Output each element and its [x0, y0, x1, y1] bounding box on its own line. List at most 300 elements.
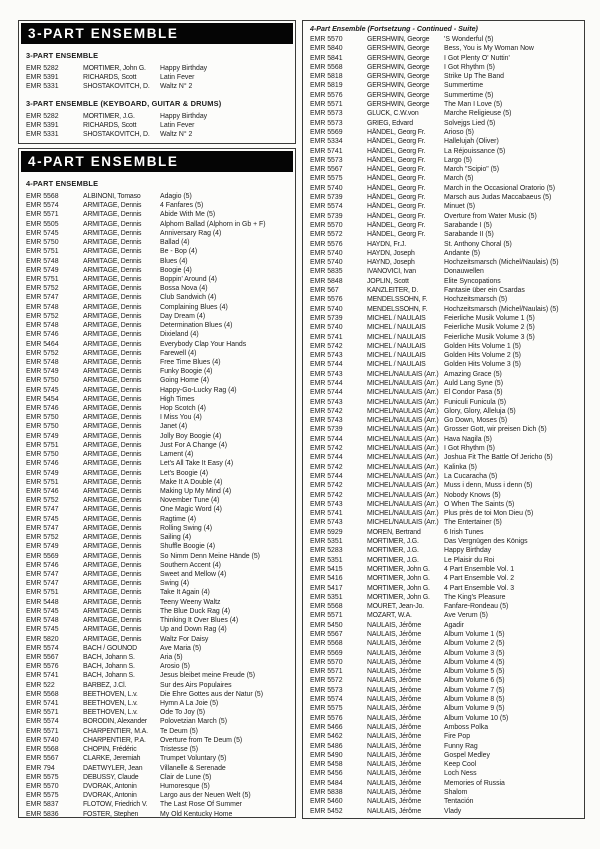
table-row: [26, 671, 295, 680]
row-code: EMR 5574: [310, 696, 343, 704]
row-code: EMR 5458: [310, 761, 343, 769]
row-code: EMR 5739: [310, 426, 343, 434]
row-code: EMR 5743: [310, 417, 343, 425]
row-composer: NAULAIS, Jérôme: [367, 649, 422, 657]
row-code: EMR 5750: [26, 423, 59, 431]
row-title: Abide With Me (5): [160, 211, 216, 219]
table-row: [310, 333, 584, 342]
table-row: [26, 598, 295, 607]
table-row: [310, 751, 584, 760]
row-title: Ave Verum (5): [444, 612, 488, 620]
row-composer: ARMITAGE, Dennis: [83, 220, 142, 228]
row-composer: NAULAIS, Jérôme: [367, 751, 422, 759]
row-composer: MICHEL / NAULAIS: [367, 352, 426, 360]
table-row: [26, 284, 295, 293]
three-part-section-keyboard: [19, 99, 295, 140]
row-title: I Miss You (4): [160, 414, 202, 422]
table-row: [26, 579, 295, 588]
row-title: Be - Bop (4): [160, 248, 198, 256]
row-composer: MORTIMER, John G.: [367, 575, 430, 583]
table-row: [26, 450, 295, 459]
row-composer: ARMITAGE, Dennis: [83, 248, 142, 256]
row-code: EMR 522: [26, 681, 55, 689]
row-code: EMR 5417: [310, 584, 343, 592]
table-row: [26, 515, 295, 524]
row-composer: HAYDN, Fr.J.: [367, 240, 407, 248]
row-composer: NAULAIS, Jérôme: [367, 770, 422, 778]
row-title: Bess, You is My Woman Now: [444, 45, 534, 53]
row-title: Muss i denn, Muss i denn (5): [444, 482, 533, 490]
row-title: Glory, Glory, Alleluja (5): [444, 407, 516, 415]
table-row: [310, 807, 584, 816]
table-row: [310, 472, 584, 481]
row-title: Solvejgs Lied (5): [444, 119, 496, 127]
table-row: [310, 574, 584, 583]
row-composer: ARMITAGE, Dennis: [83, 202, 142, 210]
table-row: [26, 754, 295, 763]
row-title: Janet (4): [160, 423, 188, 431]
row-title: Joshua Fit The Battle Of Jericho (5): [444, 454, 553, 462]
row-code: EMR 5752: [26, 349, 59, 357]
row-composer: HÄNDEL, Georg Fr.: [367, 212, 426, 220]
row-code: EMR 5820: [26, 635, 59, 643]
table-row: [310, 444, 584, 453]
row-composer: GERSHWIN, George: [367, 82, 430, 90]
row-code: EMR 5749: [26, 469, 59, 477]
row-title: 4 Fanfares (5): [160, 202, 204, 210]
table-row: [26, 635, 295, 644]
table-row: [26, 130, 295, 139]
row-title: Waltz N° 2: [160, 131, 193, 139]
table-row: [310, 649, 584, 658]
row-composer: ARMITAGE, Dennis: [83, 524, 142, 532]
left-column: [18, 20, 296, 818]
row-composer: BEETHOVEN, L.v.: [83, 690, 138, 698]
row-code: EMR 5740: [310, 324, 343, 332]
row-title: Nobody Knows (5): [444, 491, 501, 499]
row-title: One Magic Word (4): [160, 506, 222, 514]
row-composer: CHARPENTIER, P.A.: [83, 736, 146, 744]
row-composer: MICHEL/NAULAIS (Arr.): [367, 472, 439, 480]
row-title: Take It Again (4): [160, 589, 210, 597]
row-title: St. Anthony Choral (5): [444, 240, 512, 248]
four-part-continued-heading: 4-Part Ensemble (Fortsetzung - Continued - Suite): [310, 25, 478, 33]
row-code: EMR 5848: [310, 277, 343, 285]
row-composer: NAULAIS, Jérôme: [367, 789, 422, 797]
row-code: EMR 5748: [26, 303, 59, 311]
table-row: [310, 742, 584, 751]
row-code: EMR 5744: [310, 472, 343, 480]
table-row: [310, 491, 584, 500]
row-title: Album Volume 4 (5): [444, 658, 505, 666]
row-code: EMR 5739: [310, 314, 343, 322]
table-row: [310, 314, 584, 323]
row-code: EMR 5749: [26, 368, 59, 376]
row-composer: NAULAIS, Jérôme: [367, 621, 422, 629]
row-title: Strike Up The Band: [444, 73, 505, 81]
four-part-box: [18, 148, 296, 818]
row-composer: GERSHWIN, George: [367, 101, 430, 109]
row-code: EMR 5574: [26, 202, 59, 210]
row-composer: ALBINONI, Tomaso: [83, 193, 141, 200]
row-title: Album Volume 7 (5): [444, 686, 505, 694]
row-title: Aria (5): [160, 653, 183, 661]
row-title: Dixieland (4): [160, 331, 199, 339]
row-code: EMR 5740: [310, 305, 343, 313]
row-code: EMR 5747: [26, 524, 59, 532]
row-composer: ARMITAGE, Dennis: [83, 561, 142, 569]
row-composer: MICHEL / NAULAIS: [367, 324, 426, 332]
row-composer: ARMITAGE, Dennis: [83, 580, 142, 588]
row-composer: MENDELSSOHN, F.: [367, 296, 428, 304]
table-row: [310, 528, 584, 537]
table-row: [310, 72, 584, 81]
row-composer: MICHEL / NAULAIS: [367, 333, 426, 341]
row-code: EMR 5840: [310, 45, 343, 53]
row-composer: HAYDN, Joseph: [367, 249, 415, 257]
row-code: EMR 5739: [310, 212, 343, 220]
row-code: EMR 5742: [310, 491, 343, 499]
row-code: EMR 5746: [26, 460, 59, 468]
table-row: [26, 616, 295, 625]
row-composer: ARMITAGE, Dennis: [83, 266, 142, 274]
table-row: [310, 425, 584, 434]
row-title: Feierliche Musik Volume 2 (5): [444, 324, 535, 332]
row-code: EMR 5741: [310, 147, 343, 155]
row-code: EMR 5743: [310, 519, 343, 527]
table-row: [310, 518, 584, 527]
row-title: Largo (5): [444, 156, 472, 164]
row-composer: MICHEL/NAULAIS (Arr.): [367, 426, 439, 434]
row-composer: NAULAIS, Jérôme: [367, 742, 422, 750]
row-title: Amboss Polka: [444, 723, 489, 731]
row-composer: HÄNDEL, Georg Fr.: [367, 128, 426, 136]
row-code: EMR 5575: [310, 175, 343, 183]
row-title: March (5): [444, 175, 474, 183]
row-code: EMR 5818: [310, 73, 343, 81]
row-composer: MORTIMER, J.G.: [83, 112, 135, 120]
row-title: I Got Rhythm (5): [444, 63, 495, 71]
row-composer: ARMITAGE, Dennis: [83, 229, 142, 237]
row-code: EMR 5751: [26, 589, 59, 597]
table-row: [26, 653, 295, 662]
row-title: Boogie (4): [160, 266, 192, 274]
row-title: Hochzeitsmarsch (5): [444, 296, 508, 304]
row-composer: MICHEL / NAULAIS: [367, 314, 426, 322]
row-code: EMR 5576: [310, 240, 343, 248]
table-row: [310, 546, 584, 555]
table-row: [310, 611, 584, 620]
table-row: [26, 607, 295, 616]
row-composer: HÄNDEL, Georg Fr.: [367, 203, 426, 211]
row-code: EMR 5486: [310, 742, 343, 750]
row-composer: ARMITAGE, Dennis: [83, 340, 142, 348]
row-title: The King's Pleasure: [444, 593, 506, 601]
table-row: [310, 165, 584, 174]
row-composer: BARBEZ, J.Cl.: [83, 681, 127, 689]
row-title: Free Time Blues (4): [160, 358, 221, 366]
table-row: [26, 441, 295, 450]
table-row: [26, 349, 295, 358]
row-code: EMR 5744: [310, 435, 343, 443]
row-code: EMR 5574: [310, 203, 343, 211]
row-title: Funiculi Funicula (5): [444, 398, 507, 406]
table-row: [310, 351, 584, 360]
row-title: Boppin' Around (4): [160, 275, 217, 283]
table-row: [26, 810, 295, 819]
table-row: [26, 681, 295, 690]
row-title: Hava Nagila (5): [444, 435, 492, 443]
row-code: EMR 5739: [310, 194, 343, 202]
table-row: [26, 736, 295, 745]
table-row: [310, 156, 584, 165]
row-code: EMR 5748: [26, 358, 59, 366]
row-composer: ARMITAGE, Dennis: [83, 275, 142, 283]
row-title: Memories of Russia: [444, 779, 505, 787]
row-title: Grosser Gott, wir preisen Dich (5): [444, 426, 547, 434]
table-row: [310, 305, 584, 314]
row-composer: RICHARDS, Scott: [83, 121, 137, 129]
row-code: EMR 5740: [26, 736, 59, 744]
row-composer: HÄNDEL, Georg Fr.: [367, 138, 426, 146]
table-row: [310, 630, 584, 639]
table-row: [26, 376, 295, 385]
row-code: EMR 5331: [26, 83, 59, 91]
row-code: EMR 5391: [26, 74, 59, 82]
row-code: EMR 5749: [26, 543, 59, 551]
row-title: Keep Cool: [444, 761, 477, 769]
table-row: [26, 496, 295, 505]
row-composer: GERSHWIN, George: [367, 45, 430, 53]
row-title: Shalom: [444, 789, 468, 797]
table-row: [26, 192, 295, 201]
table-row: [310, 686, 584, 695]
row-composer: HÄNDEL, Georg Fr.: [367, 231, 426, 239]
table-row: [26, 413, 295, 422]
table-row: [310, 147, 584, 156]
table-row: [310, 221, 584, 230]
row-code: EMR 5574: [26, 718, 59, 726]
row-title: Tristesse (5): [160, 746, 199, 754]
row-composer: FOSTER, Stephen: [83, 810, 139, 818]
row-composer: GERSHWIN, George: [367, 63, 430, 71]
row-title: Rolling Swing (4): [160, 524, 213, 532]
four-part-continued-rows: [303, 35, 584, 816]
table-row: [310, 137, 584, 146]
row-composer: NAULAIS, Jérôme: [367, 807, 422, 815]
row-composer: ARMITAGE, Dennis: [83, 543, 142, 551]
table-row: [310, 435, 584, 444]
table-row: [26, 220, 295, 229]
row-title: Ragtime (4): [160, 515, 196, 523]
row-title: Album Volume 5 (5): [444, 668, 505, 676]
table-row: [26, 238, 295, 247]
table-row: [310, 779, 584, 788]
row-title: Shuffle Boogie (4): [160, 543, 216, 551]
row-code: EMR 5744: [310, 389, 343, 397]
row-code: EMR 5746: [26, 405, 59, 413]
row-composer: ARMITAGE, Dennis: [83, 607, 142, 615]
row-title: Album Volume 8 (5): [444, 696, 505, 704]
row-title: Arosio (5): [160, 663, 190, 671]
row-composer: MENDELSSOHN, F.: [367, 305, 428, 313]
table-row: [26, 699, 295, 708]
row-composer: ARMITAGE, Dennis: [83, 626, 142, 634]
row-composer: ARMITAGE, Dennis: [83, 377, 142, 385]
row-title: Vlady: [444, 807, 462, 815]
row-code: EMR 5448: [26, 598, 59, 606]
table-row: [26, 800, 295, 809]
table-row: [26, 727, 295, 736]
row-composer: HÄNDEL, Georg Fr.: [367, 147, 426, 155]
row-code: EMR 5741: [26, 672, 59, 680]
row-title: Le Plaisir du Roi: [444, 556, 495, 564]
row-composer: NAULAIS, Jérôme: [367, 779, 422, 787]
table-row: [26, 588, 295, 597]
row-composer: ARMITAGE, Dennis: [83, 285, 142, 293]
row-code: EMR 5569: [26, 552, 59, 560]
row-title: Das Vergnügen des Königs: [444, 538, 528, 546]
row-composer: MORTIMER, J.G.: [367, 538, 419, 546]
table-row: [310, 54, 584, 63]
row-code: EMR 5484: [310, 779, 343, 787]
row-code: EMR 5568: [26, 193, 59, 200]
row-composer: ARMITAGE, Dennis: [83, 395, 142, 403]
table-row: [310, 714, 584, 723]
row-composer: NAULAIS, Jérôme: [367, 733, 422, 741]
row-composer: ARMITAGE, Dennis: [83, 386, 142, 394]
row-composer: BORODIN, Alexander: [83, 718, 147, 726]
row-code: EMR 5743: [310, 500, 343, 508]
row-title: Hymn A La Joie (5): [160, 700, 219, 708]
row-title: Determination Blues (4): [160, 322, 233, 330]
row-composer: HÄNDEL, Georg Fr.: [367, 166, 426, 174]
row-title: Marche Religieuse (5): [444, 110, 512, 118]
three-part-banner: 3-PART ENSEMBLE: [21, 23, 293, 44]
row-code: EMR 5572: [310, 677, 343, 685]
table-row: [26, 386, 295, 395]
row-code: EMR 5576: [310, 714, 343, 722]
row-title: Album Volume 6 (5): [444, 677, 505, 685]
row-code: EMR 5751: [26, 275, 59, 283]
table-row: [310, 249, 584, 258]
row-title: I Got Rhythm (5): [444, 445, 495, 453]
row-title: Clair de Lune (5): [160, 773, 212, 781]
table-row: [310, 500, 584, 509]
row-composer: SHOSTAKOVITCH, D.: [83, 131, 150, 139]
row-composer: ARMITAGE, Dennis: [83, 322, 142, 330]
row-code: EMR 5567: [310, 166, 343, 174]
row-composer: BACH, Johann S.: [83, 663, 135, 671]
three-part-section-standard: [19, 51, 295, 92]
row-code: EMR 5747: [26, 294, 59, 302]
table-row: [26, 210, 295, 219]
row-title: Feierliche Musik Volume 1 (5): [444, 314, 535, 322]
three-part-section-heading: 3-PART ENSEMBLE: [26, 51, 99, 60]
row-title: Elite Syncopations: [444, 277, 501, 285]
row-code: EMR 5415: [310, 565, 343, 573]
row-title: Southern Accent (4): [160, 561, 221, 569]
row-code: EMR 5576: [310, 296, 343, 304]
row-code: EMR 5573: [310, 119, 343, 127]
table-row: [26, 73, 295, 82]
row-title: Hallelujah (Oliver): [444, 138, 499, 146]
row-composer: ARMITAGE, Dennis: [83, 460, 142, 468]
row-code: EMR 5744: [310, 454, 343, 462]
table-row: [26, 312, 295, 321]
row-composer: HÄNDEL, Georg Fr.: [367, 221, 426, 229]
row-composer: ARMITAGE, Dennis: [83, 331, 142, 339]
row-title: Golden Hits Volume 3 (5): [444, 361, 521, 369]
row-title: Overture from Water Music (5): [444, 212, 537, 220]
row-composer: MICHEL/NAULAIS (Arr.): [367, 491, 439, 499]
row-code: EMR 5750: [26, 377, 59, 385]
row-code: EMR 5742: [310, 342, 343, 350]
row-code: EMR 5751: [26, 478, 59, 486]
row-title: Humoresque (5): [160, 783, 210, 790]
row-composer: MICHEL/NAULAIS (Arr.): [367, 482, 439, 490]
row-title: Golden Hits Volume 1 (5): [444, 342, 521, 350]
row-code: EMR 5748: [26, 257, 59, 265]
row-code: EMR 5742: [310, 463, 343, 471]
row-code: EMR 5741: [310, 510, 343, 518]
row-title: So Nimm Denn Meine Hände (5): [160, 552, 260, 560]
row-composer: MICHEL/NAULAIS (Arr.): [367, 407, 439, 415]
table-row: [310, 398, 584, 407]
row-composer: ARMITAGE, Dennis: [83, 358, 142, 366]
row-title: The Entertainer (5): [444, 519, 502, 527]
row-code: EMR 5742: [310, 407, 343, 415]
row-title: Happy-Go-Lucky Rag (4): [160, 386, 237, 394]
row-composer: NAULAIS, Jérôme: [367, 696, 422, 704]
table-row: [26, 432, 295, 441]
row-title: Waltz N° 2: [160, 83, 193, 91]
table-row: [26, 561, 295, 570]
table-row: [310, 481, 584, 490]
row-composer: NAULAIS, Jérôme: [367, 631, 422, 638]
row-title: Complaining Blues (4): [160, 303, 228, 311]
row-composer: DVORAK, Antonin: [83, 783, 137, 790]
row-title: Latin Fever: [160, 74, 195, 82]
row-title: Everybody Clap Your Hands: [160, 340, 247, 348]
row-composer: JOPLIN, Scott: [367, 277, 409, 285]
row-title: Sarabande II (5): [444, 231, 494, 239]
table-row: [26, 229, 295, 238]
row-code: EMR 5745: [26, 515, 59, 523]
row-title: 4 Part Ensemble Vol. 2: [444, 575, 515, 583]
table-row: [310, 788, 584, 797]
row-composer: ARMITAGE, Dennis: [83, 515, 142, 523]
table-row: [310, 63, 584, 72]
row-title: Marsch aus Judas Maccabaeus (5): [444, 194, 552, 202]
row-title: Funky Boogie (4): [160, 368, 213, 376]
table-row: [310, 407, 584, 416]
row-code: EMR 5752: [26, 497, 59, 505]
row-code: EMR 5929: [310, 528, 343, 536]
row-code: EMR 5571: [310, 668, 343, 676]
row-code: EMR 5740: [310, 259, 343, 267]
row-composer: MICHEL/NAULAIS (Arr.): [367, 519, 439, 527]
row-composer: RICHARDS, Scott: [83, 74, 137, 82]
row-code: EMR 5745: [26, 626, 59, 634]
row-composer: MICHEL/NAULAIS (Arr.): [367, 435, 439, 443]
row-composer: MICHEL/NAULAIS (Arr.): [367, 510, 439, 518]
row-composer: MICHEL/NAULAIS (Arr.): [367, 445, 439, 453]
row-composer: ARMITAGE, Dennis: [83, 635, 142, 643]
row-title: Sweet and Mellow (4): [160, 570, 227, 578]
table-row: [310, 240, 584, 249]
table-row: [310, 565, 584, 574]
